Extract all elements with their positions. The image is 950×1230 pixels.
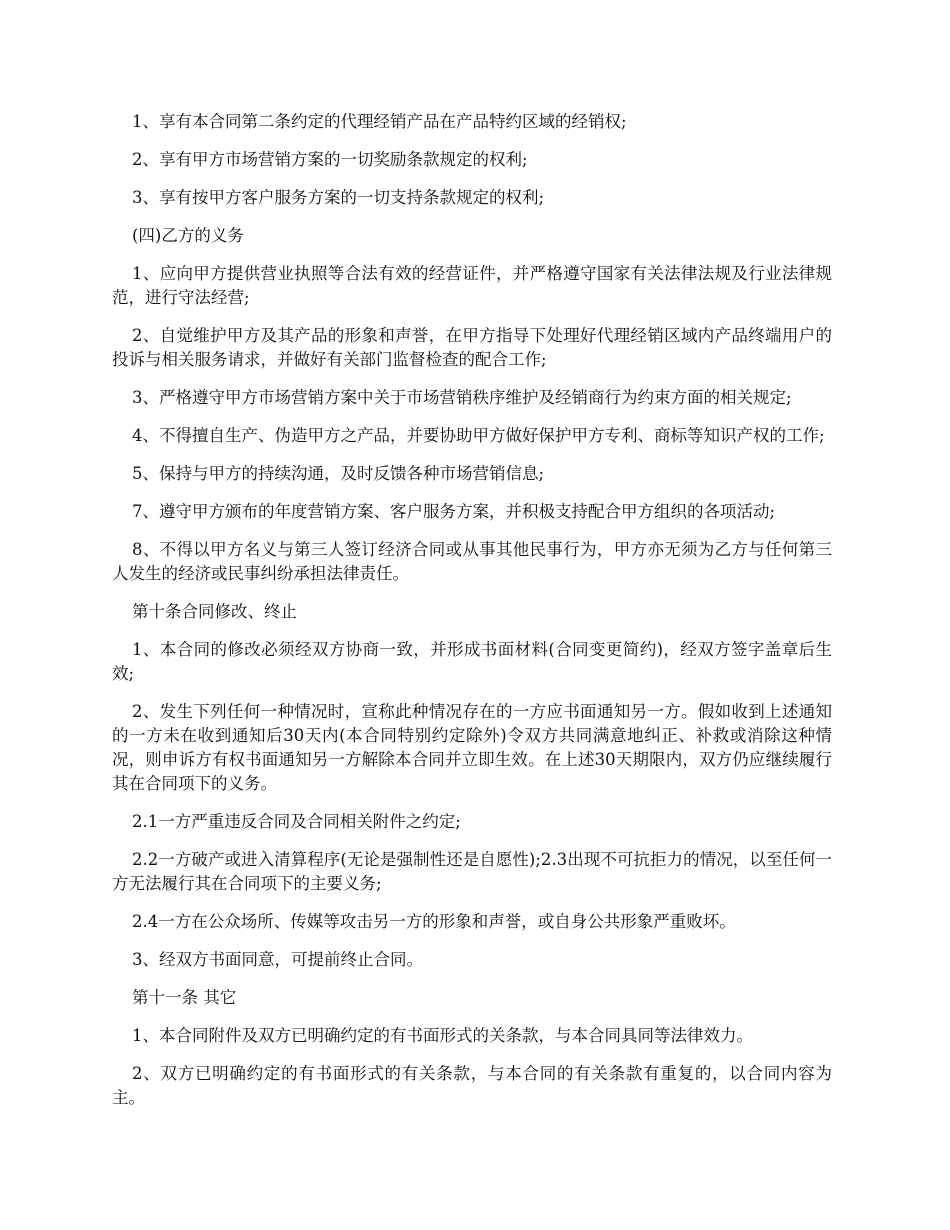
clause-paragraph: 3、享有按甲方客户服务方案的一切支持条款规定的权利; — [132, 188, 545, 207]
section-heading: (四)乙方的义务 — [132, 226, 244, 245]
clause-paragraph: 8、不得以甲方名义与第三人签订经济合同或从事其他民事行为，甲方亦无须为乙方与任何第三人发生的经济或民事纠纷承担法律责任。 — [112, 540, 832, 583]
article-heading: 第十一条 其它 — [132, 988, 237, 1007]
clause-paragraph: 1、本合同的修改必须经双方协商一致，并形成书面材料(合同变更简约)，经双方签字盖章后生效; — [112, 640, 832, 683]
clause-paragraph: 3、经双方书面同意，可提前终止合同。 — [132, 950, 423, 969]
clause-paragraph: 2、发生下列任何一种情况时，宣称此种情况存在的一方应书面通知另一方。假如收到上述通知的一方未在收到通知后30天内(本合同特别约定除外)令双方共同满意地纠正、补救或消除这种情况，则申诉方有权书面通知另一方解除本合同并立即生效。在上述30天期限内，双方仍应继续履行其在合同项下的义务。 — [112, 702, 832, 793]
clause-paragraph: 2、双方已明确约定的有书面形式的有关条款，与本合同的有关条款有重复的，以合同内容为主。 — [112, 1064, 832, 1107]
clause-paragraph: 7、遵守甲方颁布的年度营销方案、客户服务方案，并积极支持配合甲方组织的各项活动; — [132, 502, 776, 521]
clause-paragraph: 2.1一方严重违反合同及合同相关附件之约定; — [132, 812, 461, 831]
clause-paragraph: 2.2一方破产或进入清算程序(无论是强制性还是自愿性);2.3出现不可抗拒力的情况，以至任何一方无法履行其在合同项下的主要义务; — [112, 850, 832, 893]
clause-paragraph: 3、严格遵守甲方市场营销方案中关于市场营销秩序维护及经销商行为约束方面的相关规定; — [132, 388, 792, 407]
clause-paragraph: 1、本合同附件及双方已明确约定的有书面形式的关条款，与本合同具同等法律效力。 — [132, 1026, 753, 1045]
clause-paragraph: 2、享有甲方市场营销方案的一切奖励条款规定的权利; — [132, 150, 528, 169]
clause-paragraph: 2.4一方在公众场所、传媒等攻击另一方的形象和声誉，或自身公共形象严重败坏。 — [132, 912, 736, 931]
clause-paragraph: 1、应向甲方提供营业执照等合法有效的经营证件，并严格遵守国家有关法律法规及行业法律规范，进行守法经营; — [112, 264, 832, 307]
article-heading: 第十条合同修改、终止 — [132, 602, 297, 621]
clause-paragraph: 2、自觉维护甲方及其产品的形象和声誉，在甲方指导下处理好代理经销区域内产品终端用户的投诉与相关服务请求，并做好有关部门监督检查的配合工作; — [112, 326, 832, 369]
clause-paragraph: 4、不得擅自生产、伪造甲方之产品，并要协助甲方做好保护甲方专利、商标等知识产权的工作; — [132, 426, 825, 445]
clause-paragraph: 5、保持与甲方的持续沟通，及时反馈各种市场营销信息; — [132, 464, 545, 483]
clause-paragraph: 1、享有本合同第二条约定的代理经销产品在产品特约区域的经销权; — [132, 112, 627, 131]
